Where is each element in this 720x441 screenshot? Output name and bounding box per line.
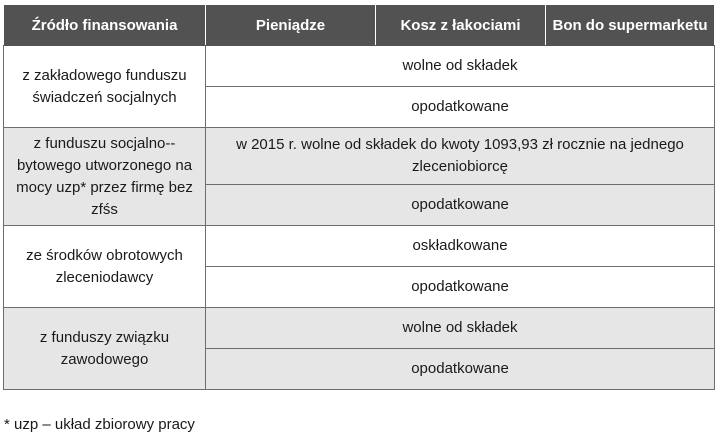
source-cell: ze środków obrotowych zleceniodawcy [4, 226, 206, 308]
status-cell: w 2015 r. wolne od składek do kwoty 1093,93 zł rocznie na jednego zleceniobiorcę [206, 128, 715, 185]
financing-table [3, 4, 715, 390]
status-cell: opodatkowane [206, 267, 715, 308]
table-row [4, 46, 715, 87]
table-row [4, 226, 715, 267]
header-source: Źródło finansowania [4, 5, 206, 46]
header-sweets-basket: Kosz z łakociami [376, 5, 546, 46]
table-row [4, 308, 715, 349]
header-supermarket-voucher: Bon do supermarketu [546, 5, 715, 46]
status-cell: opodatkowane [206, 87, 715, 128]
source-cell: z funduszu socjalno--bytowego utworzonego na mocy uzp* przez firmę bez zfśs [4, 128, 206, 226]
status-cell: wolne od składek [206, 46, 715, 87]
header-row [4, 5, 715, 46]
header-money: Pieniądze [206, 5, 376, 46]
status-cell: opodatkowane [206, 349, 715, 390]
source-cell: z zakładowego funduszu świadczeń socjalnych [4, 46, 206, 128]
table-row [4, 128, 715, 185]
source-cell: z funduszy związku zawodowego [4, 308, 206, 390]
footnote: * uzp – układ zbiorowy pracy [4, 416, 195, 433]
status-cell: wolne od składek [206, 308, 715, 349]
status-cell: opodatkowane [206, 185, 715, 226]
status-cell: oskładkowane [206, 226, 715, 267]
